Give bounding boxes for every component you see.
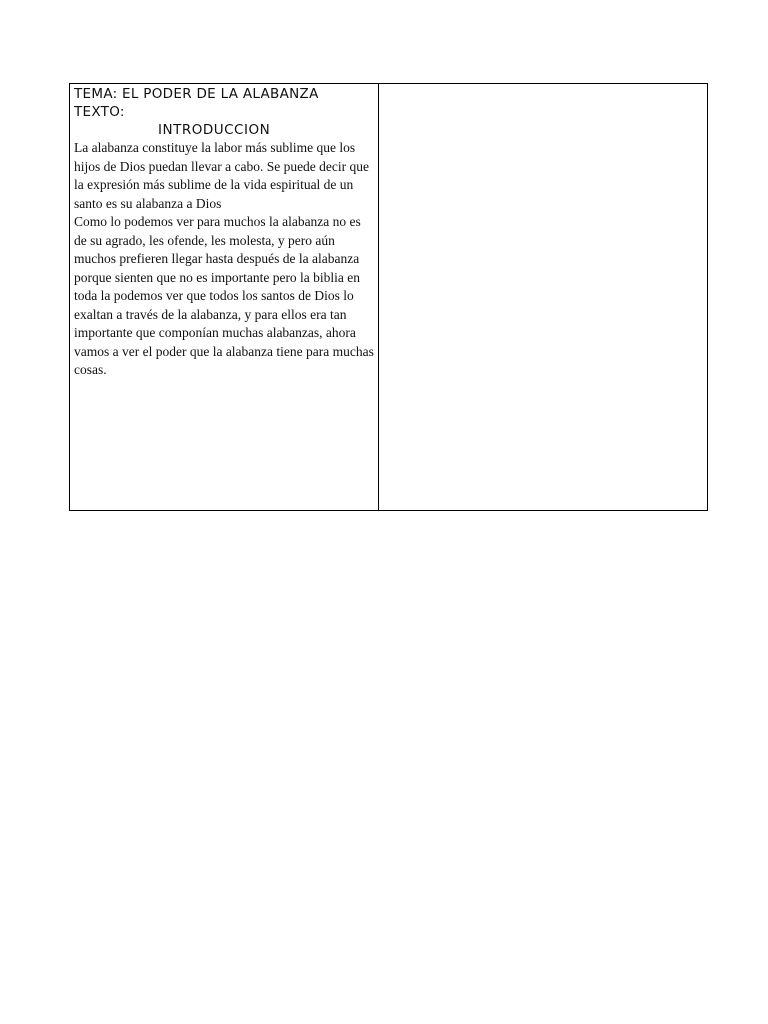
- intro-paragraph-1: La alabanza constituye la labor más sublime que los hijos de Dios puedan llevar a cabo. Se puede decir que la expresión más sublime de la vida espiritual de un santo es su alabanza a Dios: [74, 140, 370, 211]
- intro-paragraph-2: Como lo podemos ver para muchos la alabanza no es de su agrado, les ofende, les molesta, y pero aún muchos prefieren llegar hasta después de la alabanza porque sienten que no es importante pero la biblia en toda la podemos ver que todos los santos de Dios lo exaltan a través de la alabanza, y para ellos era tan importante que componían muchas alabanzas, ahora vamos a ver el poder que la alabanza tiene para muchas cosas.: [74, 214, 374, 377]
- tema-heading: TEMA: EL PODER DE LA ALABANZA: [74, 86, 319, 102]
- texto-heading: TEXTO:: [74, 104, 125, 120]
- introduccion-heading: INTRODUCCION: [158, 122, 271, 138]
- sermon-table: [69, 83, 708, 511]
- right-column-empty: [379, 84, 707, 510]
- left-column: [70, 84, 379, 510]
